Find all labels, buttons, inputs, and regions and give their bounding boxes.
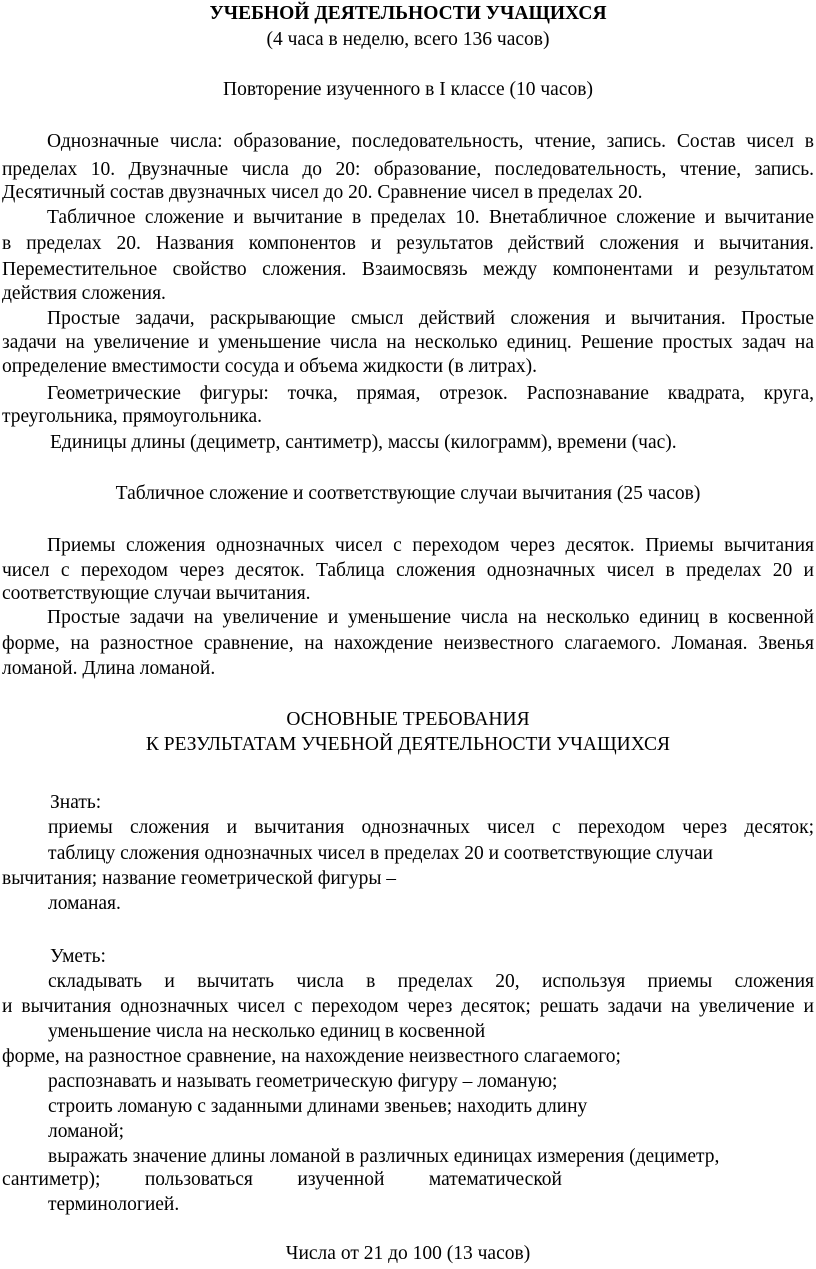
requirement-line: выражать значение длины ломаной в различных единицах измерения (дециметр, (48, 1146, 720, 1167)
paragraph-line: ломаной. Длина ломаной. (2, 658, 216, 679)
document-subtitle: (4 часа в неделю, всего 136 часов) (266, 29, 550, 50)
paragraph-line: Простые задачи на увеличение и уменьшение числа на несколько единиц в косвенной (47, 607, 814, 628)
paragraph-line: чисел с переходом через десяток. Таблица сложения однозначных чисел в пределах 20 и (2, 560, 814, 581)
requirement-line: вычитания; название геометрической фигуры – (2, 868, 397, 889)
requirement-line: форме, на разностное сравнение, на нахождение неизвестного слагаемого; (2, 1046, 621, 1067)
requirement-line: строить ломаную с заданными длинами звеньев; находить длину (48, 1096, 588, 1117)
requirement-line: приемы сложения и вычитания однозначных чисел с переходом через десяток; (48, 817, 814, 838)
requirements-heading: ОСНОВНЫЕ ТРЕБОВАНИЯ (286, 709, 530, 730)
requirement-line: уменьшение числа на несколько единиц в косвенной (48, 1021, 486, 1042)
paragraph-line: пределах 10. Двузначные числа до 20: образование, последовательность, чтение, запись. (2, 159, 814, 180)
requirement-line: ломаной; (48, 1121, 125, 1142)
paragraph-line: определение вместимости сосуда и объема жидкости (в литрах). (2, 356, 538, 377)
know-label: Знать: (50, 792, 102, 813)
paragraph-line: Однозначные числа: образование, последовательность, чтение, запись. Состав чисел в (47, 131, 814, 152)
requirements-subheading: К РЕЗУЛЬТАТАМ УЧЕБНОЙ ДЕЯТЕЛЬНОСТИ УЧАЩИХСЯ (145, 734, 671, 755)
paragraph-line: задачи на увеличение и уменьшение числа на несколько единиц. Решение простых задач на (2, 332, 814, 353)
requirement-line: сантиметр); пользоваться изученной математической (2, 1169, 562, 1190)
can-label: Уметь: (50, 946, 106, 967)
paragraph-line: Приемы сложения однозначных чисел с переходом через десяток. Приемы вычитания (47, 535, 814, 556)
paragraph-line: соответствующие случаи вычитания. (2, 583, 311, 604)
paragraph-line: Табличное сложение и вычитание в пределах 10. Внетабличное сложение и вычитание (47, 207, 814, 228)
paragraph-line: треугольника, прямоугольника. (2, 406, 262, 427)
paragraph-line: Геометрические фигуры: точка, прямая, отрезок. Распознавание квадрата, круга, (47, 383, 814, 404)
paragraph-line: Простые задачи, раскрывающие смысл действий сложения и вычитания. Простые (47, 308, 814, 329)
requirement-line: складывать и вычитать числа в пределах 20, используя приемы сложения (48, 971, 814, 992)
requirement-line: ломаная. (48, 893, 121, 914)
paragraph-line: действия сложения. (2, 283, 166, 304)
requirement-line: и вычитания однозначных чисел с переходом через десяток; решать задачи на увеличение и (2, 996, 814, 1017)
section-heading-numbers-21-100: Числа от 21 до 100 (13 часов) (285, 1243, 531, 1264)
paragraph-line: Единицы длины (дециметр, сантиметр), массы (килограмм), времени (час). (50, 432, 677, 453)
section-heading-table-addition: Табличное сложение и соответствующие случаи вычитания (25 часов) (115, 483, 701, 504)
requirement-line: распознавать и называть геометрическую фигуру – ломаную; (48, 1071, 558, 1092)
requirement-line: таблицу сложения однозначных чисел в пределах 20 и соответствующие случаи (48, 843, 713, 864)
paragraph-line: форме, на разностное сравнение, на нахождение неизвестного слагаемого. Ломаная. Звенья (2, 633, 814, 654)
paragraph-line: Десятичный состав двузначных чисел до 20. Сравнение чисел в пределах 20. (2, 182, 643, 203)
requirement-line: терминологией. (48, 1194, 180, 1215)
paragraph-line: в пределах 20. Названия компонентов и результатов действий сложения и вычитания. (2, 233, 814, 254)
paragraph-line: Переместительное свойство сложения. Взаимосвязь между компонентами и результатом (2, 259, 814, 280)
document-title: УЧЕБНОЙ ДЕЯТЕЛЬНОСТИ УЧАЩИХСЯ (209, 3, 607, 24)
section-heading-repetition: Повторение изученного в I классе (10 часов) (223, 79, 593, 100)
